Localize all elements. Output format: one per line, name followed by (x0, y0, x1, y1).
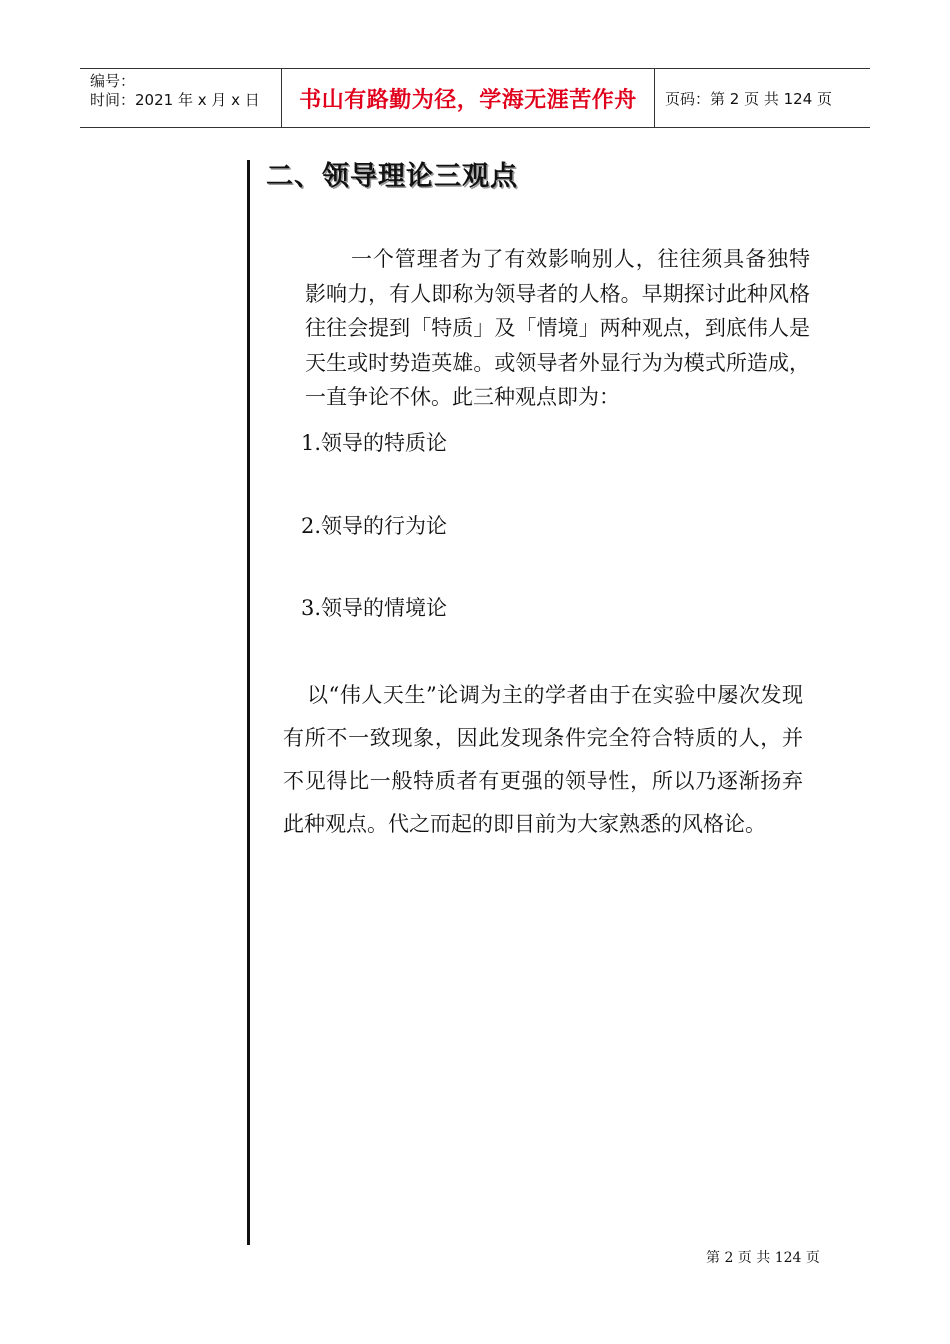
header-meta-cell (80, 69, 282, 127)
document-date-label: 时间：2021 年 x 月 x 日 (90, 91, 260, 109)
header-page-number: 页码：第 2 页 共 124 页 (665, 89, 833, 108)
section-heading: 二、领导理论三观点 (266, 161, 518, 192)
closing-paragraph: 以“伟人天生”论调为主的学者由于在实验中屡次发现有所不一致现象，因此发现条件完全符合特质的人，并不见得比一般特质者有更强的领导性，所以乃逐渐扬弃此种观点。代之而起的即目前为大家熟悉的风格论。 (283, 683, 803, 836)
left-margin-rule (247, 160, 250, 1245)
list-item-trait-theory: 1.领导的特质论 (301, 431, 448, 455)
list-item-situation-theory: 3.领导的情境论 (301, 596, 448, 620)
intro-paragraph: 一个管理者为了有效影响别人，往往须具备独特影响力，有人即称为领导者的人格。早期探讨此种风格往往会提到「特质」及「情境」两种观点，到底伟人是天生或时势造英雄。或领导者外显行为为模式所造成，一直争论不休。此三种观点即为： (305, 247, 810, 409)
page-footer: 第 2 页 共 124 页 (706, 1250, 820, 1266)
header-page-cell (655, 69, 870, 127)
page-header (80, 68, 870, 128)
list-item-behavior-theory: 2.领导的行为论 (301, 514, 448, 538)
document-number-label: 编号： (90, 72, 136, 90)
header-motto: 书山有路勤为径，学海无涯苦作舟 (299, 87, 637, 113)
header-motto-cell (282, 69, 655, 127)
